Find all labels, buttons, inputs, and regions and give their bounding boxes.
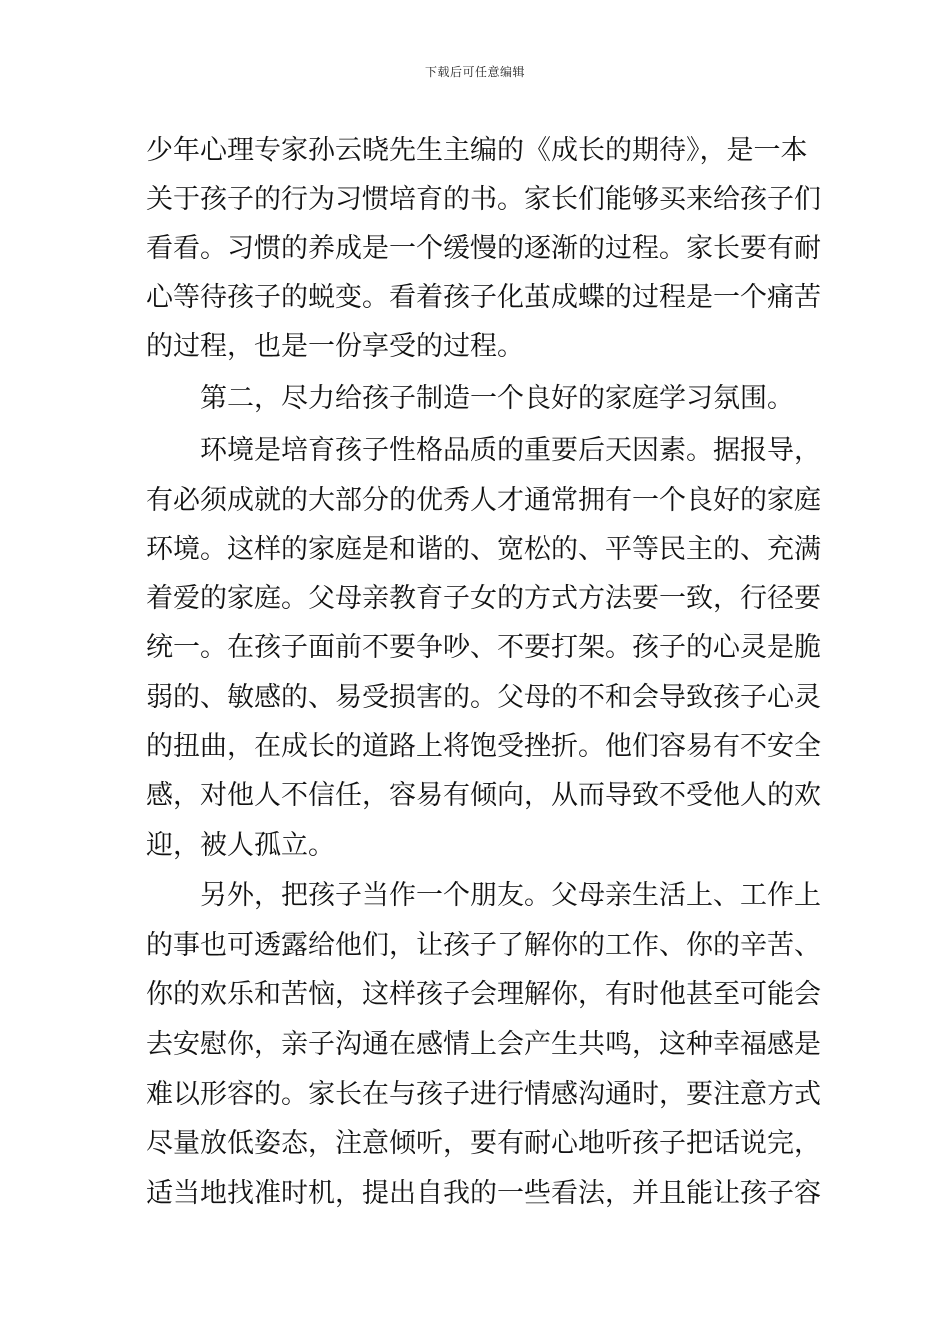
text-line: 难以形容的。家长在与孩子进行情感沟通时，要注意方式 xyxy=(146,1079,821,1110)
text-line: 另外，把孩子当作一个朋友。父母亲生活上、工作上 xyxy=(200,880,821,911)
text-line: 的扭曲，在成长的道路上将饱受挫折。他们容易有不安全 xyxy=(146,731,821,762)
text-line: 迎，被人孤立。 xyxy=(146,830,335,861)
text-line: 统一。在孩子面前不要争吵、不要打架。孩子的心灵是脆 xyxy=(146,632,821,663)
text-line: 看看。习惯的养成是一个缓慢的逐渐的过程。家长要有耐 xyxy=(146,233,821,264)
text-line: 适当地找准时机，提出自我的一些看法，并且能让孩子容 xyxy=(146,1178,821,1209)
text-line: 关于孩子的行为习惯培育的书。家长们能够买来给孩子们 xyxy=(146,184,821,215)
text-line: 有必须成就的大部分的优秀人才通常拥有一个良好的家庭 xyxy=(146,485,821,516)
text-line: 去安慰你，亲子沟通在感情上会产生共鸣，这种幸福感是 xyxy=(146,1029,821,1060)
section-heading: 第二，尽力给孩子制造一个良好的家庭学习氛围。 xyxy=(200,383,794,414)
text-line: 尽量放低姿态，注意倾听，要有耐心地听孩子把话说完， xyxy=(146,1128,821,1159)
text-line: 的过程，也是一份享受的过程。 xyxy=(146,331,524,362)
text-line: 弱的、敏感的、易受损害的。父母的不和会导致孩子心灵 xyxy=(146,682,821,713)
text-line: 着爱的家庭。父母亲教育子女的方式方法要一致，行径要 xyxy=(146,583,821,614)
text-line: 环境。这样的家庭是和谐的、宽松的、平等民主的、充满 xyxy=(146,534,821,565)
text-line: 环境是培育孩子性格品质的重要后天因素。据报导， xyxy=(200,435,821,466)
text-line: 的事也可透露给他们，让孩子了解你的工作、你的辛苦、 xyxy=(146,930,821,961)
text-line: 你的欢乐和苦恼，这样孩子会理解你，有时他甚至可能会 xyxy=(146,979,821,1010)
text-line: 感，对他人不信任，容易有倾向，从而导致不受他人的欢 xyxy=(146,780,821,811)
page-header: 下载后可任意编辑 xyxy=(424,65,525,79)
text-line: 少年心理专家孙云晓先生主编的《成长的期待》，是一本 xyxy=(146,135,808,166)
text-line: 心等待孩子的蜕变。看着孩子化茧成蝶的过程是一个痛苦 xyxy=(146,282,821,313)
